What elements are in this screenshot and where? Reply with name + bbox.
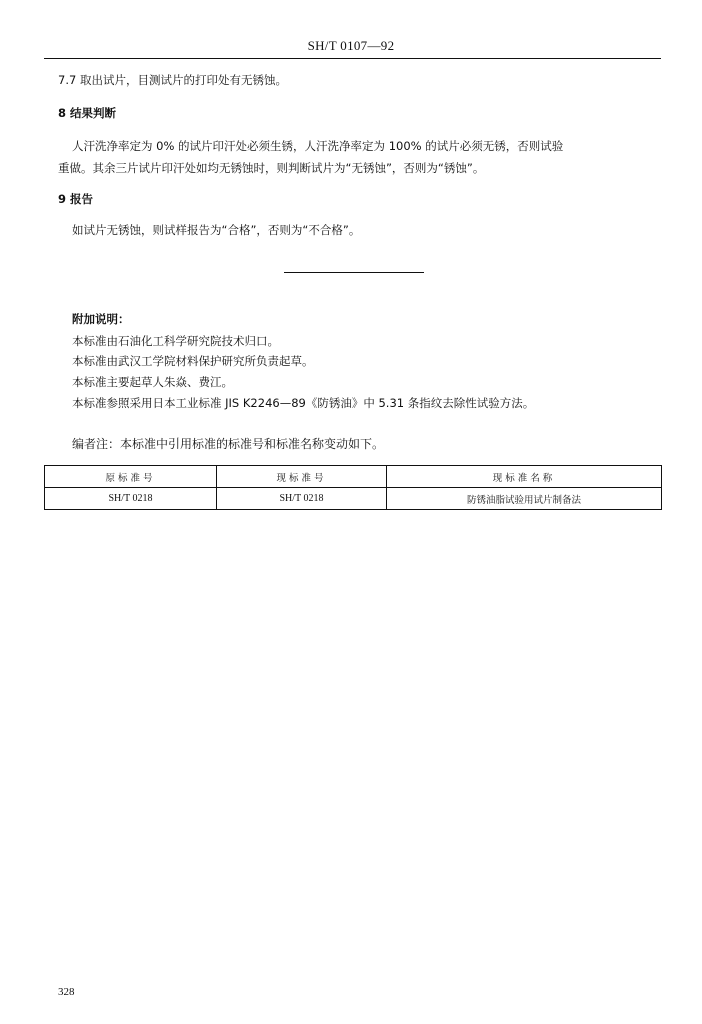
header-original-standard-no: 原标准号 bbox=[45, 466, 217, 488]
header-current-standard-name: 现标准名称 bbox=[387, 466, 662, 488]
additional-note-2: 本标准由武汉工学院材料保护研究所负责起草。 bbox=[72, 354, 314, 368]
section-9-heading: 9 报告 bbox=[58, 192, 94, 206]
table-row bbox=[45, 488, 662, 510]
additional-note-4: 本标准参照采用日本工业标准 JIS K2246—89《防锈油》中 5.31 条指纹去除性试验方法。 bbox=[72, 396, 535, 410]
section-9-paragraph: 如试片无锈蚀，则试样报告为“合格”，否则为“不合格”。 bbox=[72, 223, 361, 237]
section-8-paragraph-line-1: 人汗洗净率定为 0% 的试片印汗处必须生锈，人汗洗净率定为 100% 的试片必须无锈，否则试验 bbox=[72, 139, 564, 153]
running-header: SH/T 0107—92 bbox=[307, 38, 395, 53]
header-rule bbox=[44, 58, 661, 59]
standard-changes-table bbox=[44, 465, 662, 510]
cell-current-standard-no: SH/T 0218 bbox=[217, 488, 387, 510]
editor-note: 编者注：本标准中引用标准的标准号和标准名称变动如下。 bbox=[72, 437, 385, 451]
table-header-row bbox=[45, 466, 662, 488]
additional-note-3: 本标准主要起草人朱焱、费江。 bbox=[72, 375, 233, 389]
end-of-text-rule bbox=[284, 272, 424, 273]
cell-original-standard-no: SH/T 0218 bbox=[45, 488, 217, 510]
additional-note-1: 本标准由石油化工科学研究院技术归口。 bbox=[72, 334, 279, 348]
header-current-standard-no: 现标准号 bbox=[217, 466, 387, 488]
clause-7-7: 7.7 取出试片，目测试片的打印处有无锈蚀。 bbox=[58, 73, 287, 87]
section-8-paragraph-line-2: 重做。其余三片试片印汗处如均无锈蚀时，则判断试片为“无锈蚀”，否则为“锈蚀”。 bbox=[58, 161, 485, 175]
page-number: 328 bbox=[58, 986, 75, 998]
section-8-heading: 8 结果判断 bbox=[58, 106, 117, 120]
additional-notes-heading: 附加说明： bbox=[72, 312, 130, 326]
cell-current-standard-name: 防锈油脂试验用试片制备法 bbox=[387, 488, 662, 510]
